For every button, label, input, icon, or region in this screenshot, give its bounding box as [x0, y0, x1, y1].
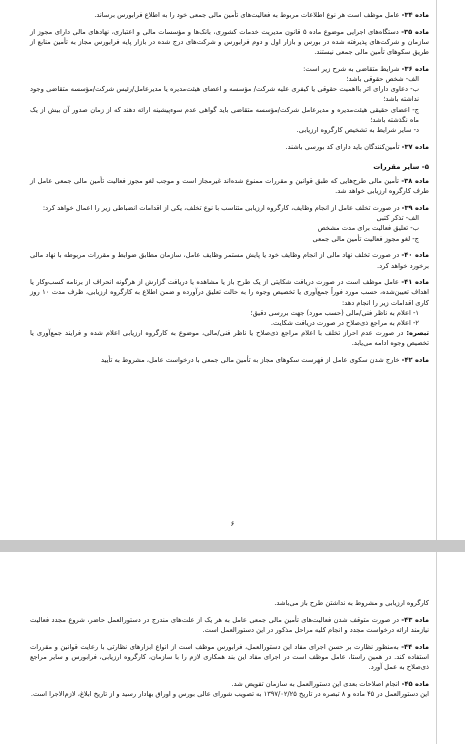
page-1-content: [30, 10, 429, 372]
condition-item: ج- اعضای حقیقی هیئت‌مدیره و مدیرعامل شرکت/مؤسسه متقاضی باید گواهی عدم سوءپیشینه ارائه دهند که از زمان صدور آن بیش از یک ماه نگذشته باشد؛: [30, 105, 419, 124]
article-38: ماده ۳۸- تأمین مالی طرح‌هایی که طبق قوانین و مقررات ممنوع شده‌اند غیرمجاز است و موجب لغو مجوز فعالیت تأمین مالی جمعی عامل از طرف کارگروه ارزیابی خواهد شد.: [30, 177, 429, 196]
article-40: ماده ۴۰- در صورت تخلف نهاد مالی از انجام وظایف خود یا پایش مستمر وظایف عامل، سازمان مطابق ضوابط و مقررات مربوطه با نهاد مالی برخورد خواهد کرد.: [30, 251, 429, 270]
section-heading: ۵- سایر مقررات: [373, 162, 429, 171]
penalty-item: ب- تعلیق فعالیت برای مدت مشخص: [317, 224, 419, 233]
page-number: ۶: [230, 520, 235, 528]
penalty-item: الف- تذکر کتبی: [376, 214, 419, 223]
article-39: ماده ۳۹- در صورت تخلف عامل از انجام وظایف، کارگروه ارزیابی متناسب با نوع تخلف، یکی از اقدامات انضباطی زیر را اعمال خواهد کرد:: [42, 204, 429, 213]
step-item: ۱- اعلام به ناظر فنی/مالی (حسب مورد) جهت بررسی دقیق؛: [250, 308, 419, 317]
page-separator: [0, 540, 465, 552]
condition-item: الف- شخص حقوقی باشد؛: [346, 75, 419, 84]
article-41: ماده ۴۱- عامل موظف است در صورت دریافت شکایتی از یک طرح باز یا مشاهده یا دریافت گزارش از هرگونه انحراف از برنامه کسب‌وکار یا اهداف تعیین‌شده، حسب مورد فوراً جمع‌آوری یا تخصیص وجوه را به حالت تعلیق درآورده و ضمن اطلاع به کارگروه ارزیابی، ظرف مدت ۱۰ روز کاری اقدامات زیر را انجام دهد:: [30, 278, 429, 307]
condition-item: د- سایر شرایط به تشخیص کارگروه ارزیابی.: [296, 126, 419, 135]
page-border-line: [436, 0, 437, 540]
article-35: ماده ۳۵- دستگاه‌های اجرایی موضوع ماده ۵ قانون مدیریت خدمات کشوری، بانک‌ها و مؤسسات مالی و اعتباری، نهادهای مالی دارای مجوز از سازمان و شرکت‌های پذیرفته شده در بورس و بازار اول و دوم فرابورس و شرکت‌های درج شده در بازار پایه فرابورس مجاز به تأمین منابع از طریق سکوهای تأمین مالی جمعی نیستند.: [30, 27, 429, 57]
approval-statement: این دستورالعمل در ۴۵ ماده و ۸ تبصره در تاریخ ۱۳۹۷/۰۲/۲۵ به تصویب شورای عالی بورس و اوراق بهادار رسید و از تاریخ ابلاغ، لازم‌الاجرا است.: [30, 689, 429, 698]
article-36: ماده ۳۶- شرایط متقاضی به شرح زیر است:: [303, 64, 429, 73]
article-43: ماده ۴۳- در صورت متوقف شدن فعالیت‌های تأمین مالی جمعی عامل به هر یک از علت‌های مندرج در دستورالعمل حاضر، شروع مجدد فعالیت نیازمند ارائه درخواست مجدد و انجام کلیه مراحل مذکور در این دستورالعمل است.: [30, 615, 429, 634]
article-42: ماده ۴۲- خارج شدن سکوی عامل از فهرست سکوهای مجاز به تأمین مالی جمعی با درخواست عامل، مشروط به تأیید: [101, 356, 429, 365]
article-34: ماده ۳۴- عامل موظف است هر نوع اطلاعات مربوط به فعالیت‌های تأمین مالی جمعی خود را به اطلاع فرابورس برساند.: [94, 11, 429, 19]
note: تبصره: در صورت عدم احراز تخلف با اعلام مراجع ذی‌صلاح یا ناظر فنی/مالی، موضوع به کارگروه ارزیابی اعلام شده و فرایند جمع‌آوری یا تخصیص وجوه ادامه می‌یابد.: [30, 329, 429, 348]
page-2-content: [30, 598, 429, 706]
article-44: ماده ۴۴- به‌منظور نظارت بر حسن اجرای مفاد این دستورالعمل، فرابورس موظف است از انواع ابزارهای نظارتی با رعایت قوانین و مقررات استفاده کند. در همین راستا، عامل موظف است در اجرای مفاد این بند همکاری لازم را با سازمان، کارگروه ارزیابی، فرابورس و سایر مراجع ذی‌صلاح به عمل آورد.: [30, 642, 429, 672]
condition-item: ب- دعاوی دارای اثر بااهمیت حقوقی یا کیفری علیه شرکت/ مؤسسه و اعضای هیئت‌مدیره یا مدیرعامل/رئیس شرکت/مؤسسه متقاضی وجود نداشته باشد؛: [30, 85, 419, 104]
article-37: ماده ۳۷- تأمین‌کنندگان باید دارای کد بورسی باشند.: [285, 142, 429, 151]
step-item: ۲- اعلام به مراجع ذی‌صلاح در صورت دریافت شکایت.: [270, 319, 419, 328]
penalty-item: ج- لغو مجوز فعالیت تأمین مالی جمعی: [312, 234, 419, 243]
page-border-line: [436, 552, 437, 744]
continued-line: کارگروه ارزیابی و مشروط به نداشتن طرح باز می‌باشد.: [274, 599, 429, 607]
document-page-2: [0, 552, 465, 744]
article-45: ماده ۴۵- انجام اصلاحات بعدی این دستورالعمل به سازمان تفویض شد.: [231, 679, 429, 688]
